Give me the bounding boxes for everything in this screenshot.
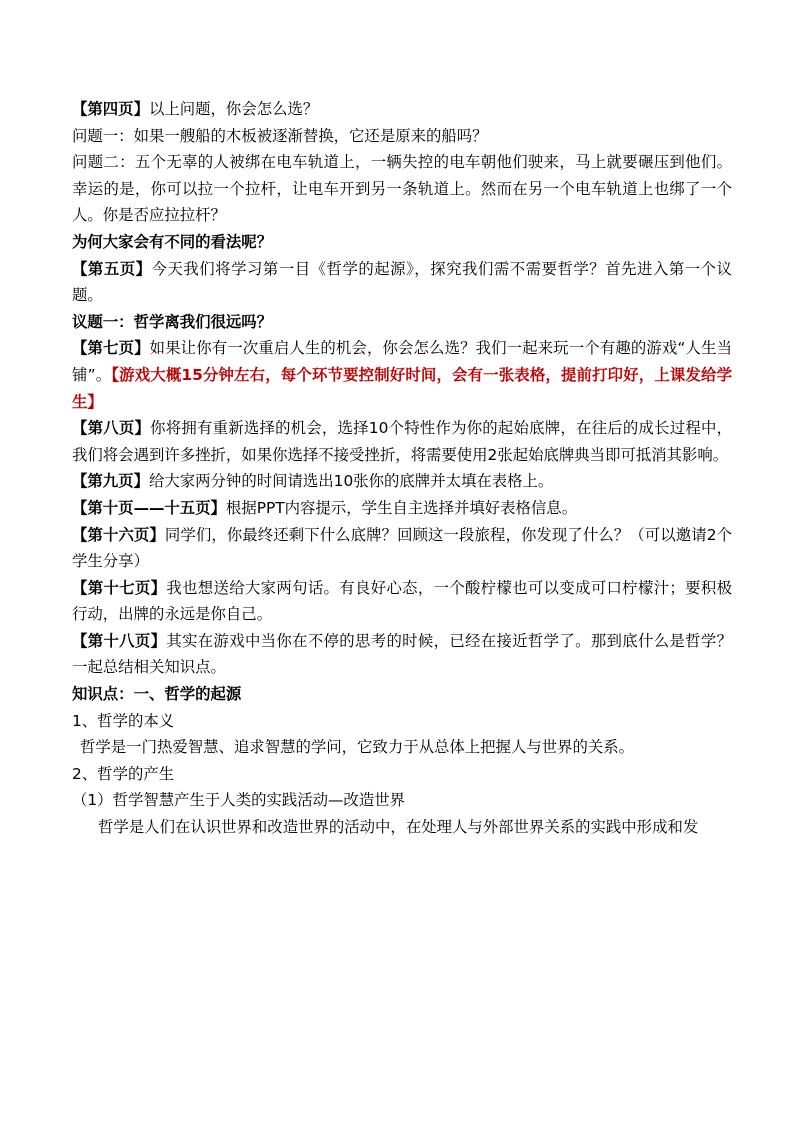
page-label: 【第十七页】 xyxy=(72,578,167,597)
paragraph-text: 其实在游戏中当你在不停的思考的时候，已经在接近哲学了。那到底什么是哲学？一起总结相关知识点。 xyxy=(72,631,732,677)
subheading-origin: 2、哲学的产生 xyxy=(72,764,175,783)
paragraph-page10-15 xyxy=(72,495,732,522)
paragraph-page5 xyxy=(72,256,732,309)
subheading-meaning: 1、哲学的本义 xyxy=(72,711,175,730)
page-label: 【第十八页】 xyxy=(72,631,167,650)
paragraph-page16 xyxy=(72,522,732,575)
paragraph-page18 xyxy=(72,628,732,681)
heading-knowledge: 知识点：一、哲学的起源 xyxy=(72,685,242,704)
paragraph-practice: 哲学是人们在认识世界和改造世界的活动中，在处理人与外部世界关系的实践中形成和发 xyxy=(98,818,699,837)
page-label: 【第十六页】 xyxy=(72,525,165,544)
page-label: 【第五页】 xyxy=(72,259,152,278)
paragraph-text: 给大家两分钟的时间请选出10张你的底牌并太填在表格上。 xyxy=(148,472,554,491)
paragraph-meaning: 哲学是一门热爱智慧、追求智慧的学问，它致力于从总体上把握人与世界的关系。 xyxy=(80,738,635,757)
page-label: 【第七页】 xyxy=(72,339,150,358)
page-label: 【第十页——十五页】 xyxy=(72,498,226,517)
paragraph-question2: 问题二：五个无辜的人被绑在电车轨道上，一辆失控的电车朝他们驶来，马上就要碾压到他们。幸运的是，你可以拉一个拉杆，让电车开到另一条轨道上。然而在另一个电车轨道上也绑了一个人。你是否应拉拉杆？ xyxy=(72,153,732,225)
paragraph-text: 你将拥有重新选择的机会，选择10个特性作为你的起始底牌，在往后的成长过程中，我们将会遇到许多挫折，如果你选择不接受挫折，将需要使用2张起始底牌典当即可抵消其影响。 xyxy=(72,419,732,464)
paragraph-page4 xyxy=(72,96,732,123)
paragraph-text: 根据PPT内容提示，学生自主选择并填好表格信息。 xyxy=(225,498,578,517)
paragraph-question1: 问题一：如果一艘船的木板被逐渐替换，它还是原来的船吗？ xyxy=(72,126,488,145)
paragraph-text: 如果让你有一次重启人生的机会，你会怎么选？我们一起来玩一个有趣的游戏“人生当铺”。 xyxy=(72,339,732,384)
paragraph-page8 xyxy=(72,415,732,468)
paragraph-page9 xyxy=(72,468,732,495)
teacher-note: 【游戏大概15分钟左右，每个环节要控制好时间，会有一张表格，提前打印好，上课发给学生】 xyxy=(72,365,732,411)
page-label: 【第四页】 xyxy=(72,100,149,118)
page-label: 【第九页】 xyxy=(72,472,149,491)
paragraph-text: 我也想送给大家两句话。有良好心态，一个酸柠檬也可以变成可口柠檬汁；要积极行动，出牌的永远是你自己。 xyxy=(72,578,732,624)
subheading-practice: （1）哲学智慧产生于人类的实践活动—改造世界 xyxy=(72,791,405,810)
document-page xyxy=(72,96,732,841)
heading-why-different: 为何大家会有不同的看法呢？ xyxy=(72,232,273,251)
heading-topic1: 议题一：哲学离我们很远吗？ xyxy=(72,312,273,331)
paragraph-text: 今天我们将学习第一目《哲学的起源》，探究我们需不需要哲学？首先进入第一个议题。 xyxy=(72,259,732,305)
page-label: 【第八页】 xyxy=(72,419,151,438)
paragraph-page7 xyxy=(72,335,732,415)
paragraph-text: 同学们，你最终还剩下什么底牌？回顾这一段旅程，你发现了什么？（可以邀请2个学生分享） xyxy=(72,525,732,571)
paragraph-page17 xyxy=(72,575,732,628)
paragraph-text: 以上问题，你会怎么选？ xyxy=(148,100,319,118)
